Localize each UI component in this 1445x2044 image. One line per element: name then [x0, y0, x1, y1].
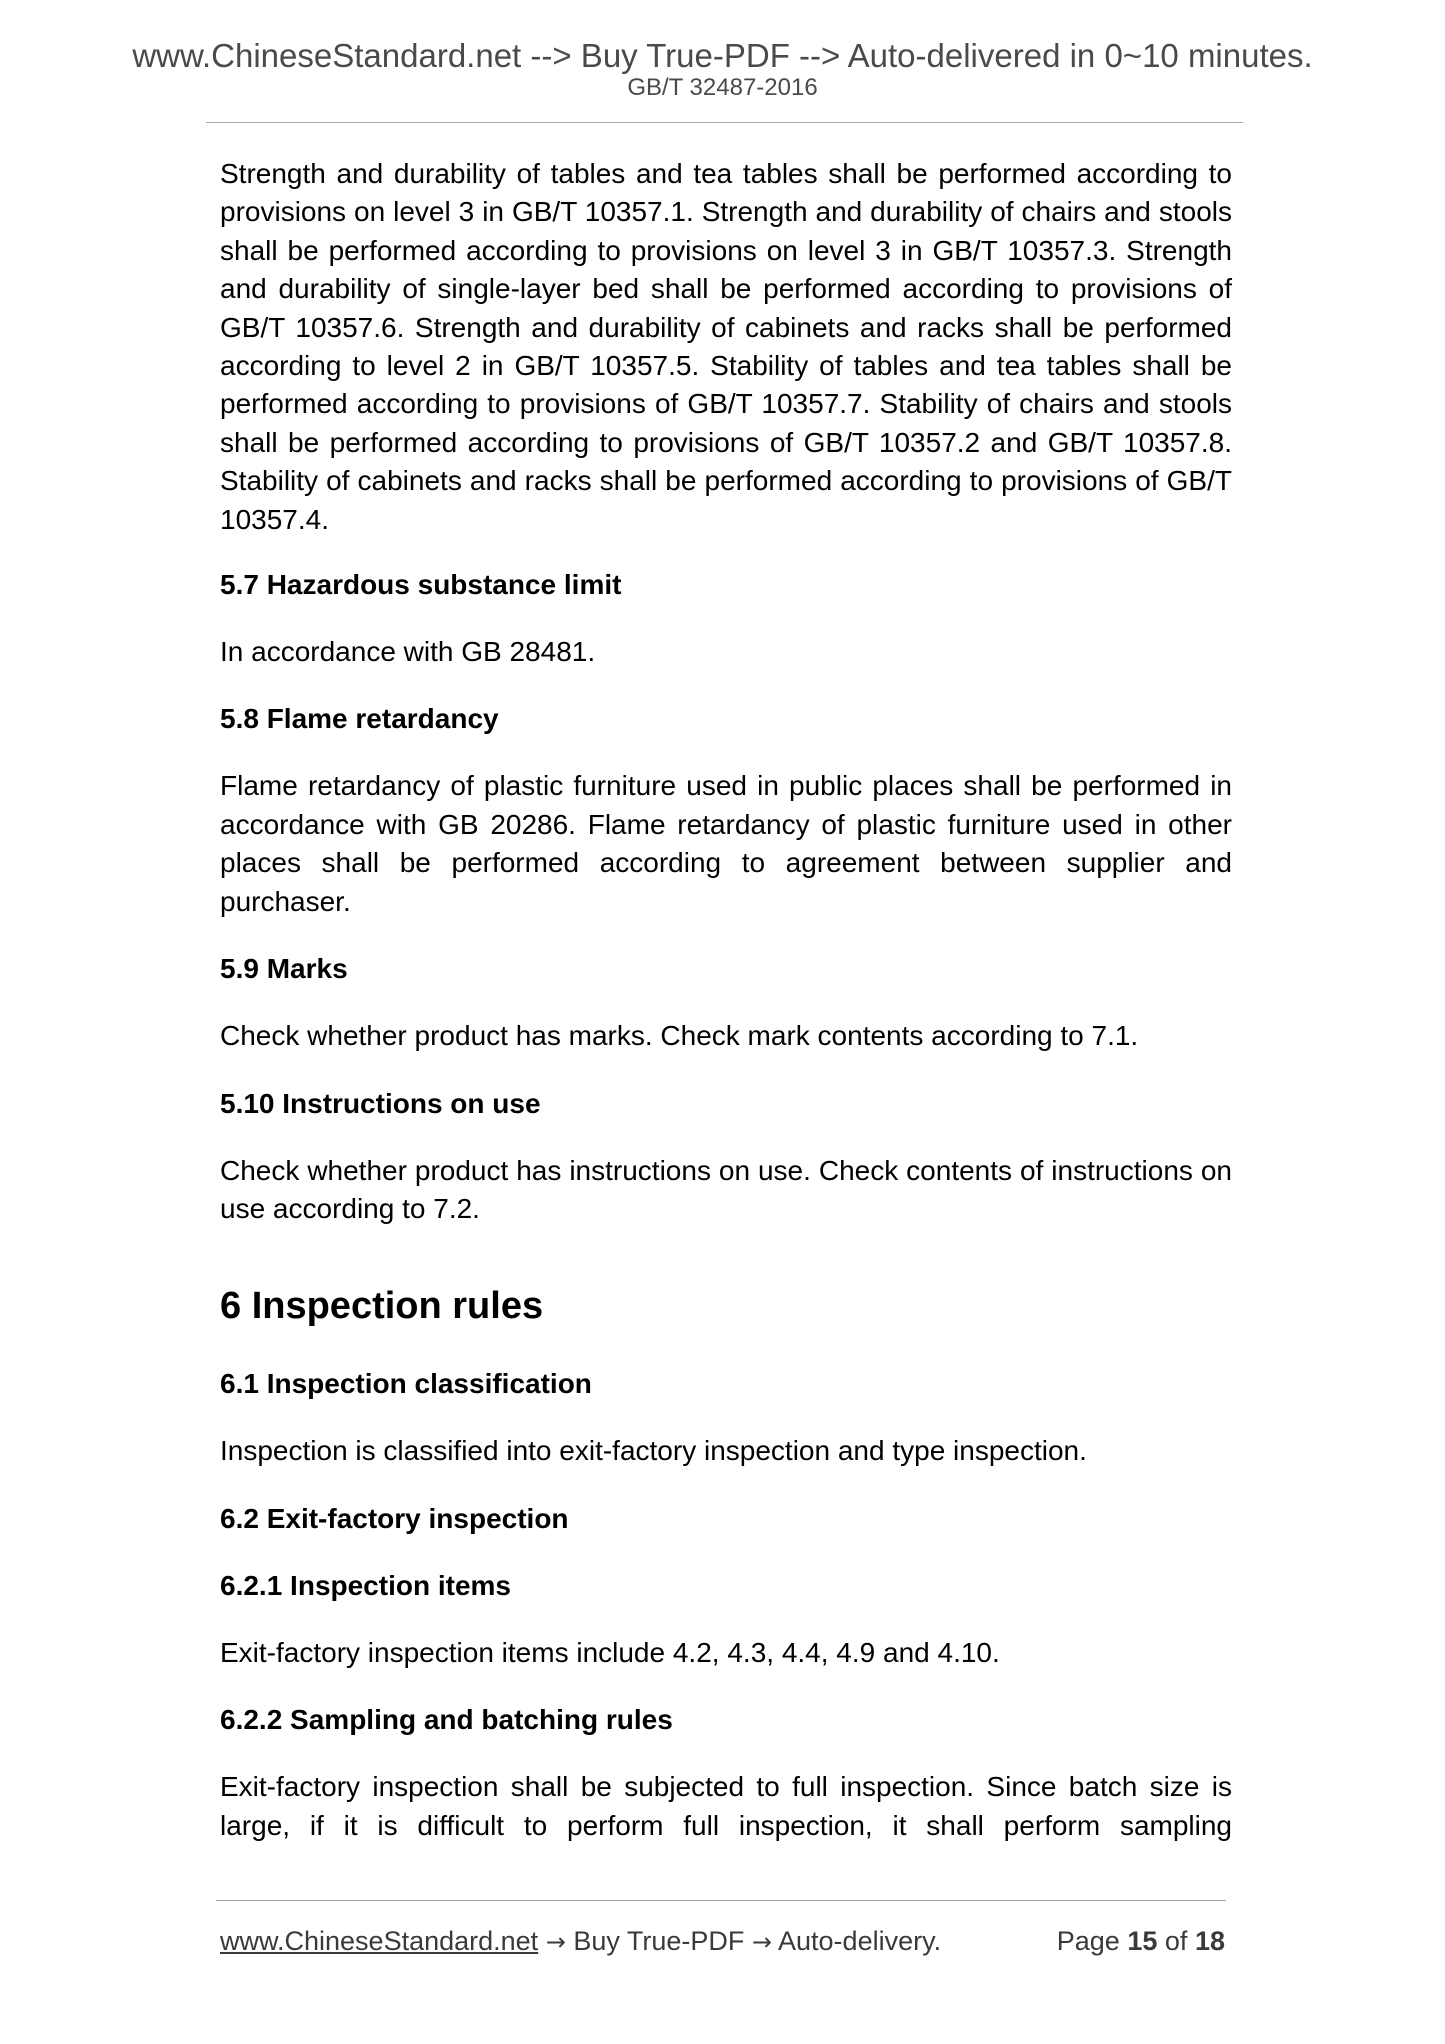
section-6-2-2-paragraph: Exit-factory inspection shall be subjected to full inspection. Since batch size is large, if it is difficult to perform full inspection, it shall perform sampling — [220, 1771, 1232, 1841]
footer-auto-text: Auto-delivery. — [778, 1926, 942, 1956]
page-indicator — [1057, 1924, 1225, 1958]
section-5-8-paragraph: Flame retardancy of plastic furniture used in public places shall be performed in accordance with GB 20286. Flame retardancy of plastic furniture used in other places shall be performed according to agreement between supplier and purchaser. — [220, 770, 1232, 917]
section-6-2-1-paragraph: Exit-factory inspection items include 4.2, 4.3, 4.4, 4.9 and 4.10. — [220, 1636, 1000, 1668]
of-label: of — [1164, 1926, 1188, 1956]
section-5-9-heading: 5.9 Marks — [220, 953, 348, 985]
chapter-6-heading: 6 Inspection rules — [220, 1285, 544, 1328]
footer-site-link[interactable]: www.ChineseStandard.net — [220, 1926, 539, 1956]
section-5-8-heading: 5.8 Flame retardancy — [220, 703, 499, 735]
site-banner: www.ChineseStandard.net --> Buy True-PDF --> Auto-delivered in 0~10 minutes. — [132, 37, 1313, 74]
section-5-7-paragraph: In accordance with GB 28481. — [220, 636, 596, 668]
strength-stability-paragraph: Strength and durability of tables and tea tables shall be performed according to provisions on level 3 in GB/T 10357.1. Strength and durability of chairs and stools shall be performed according to provisions on level 3 in GB/T 10357.3. Strength and durability of single-layer bed shall be performed according to provisions of GB/T 10357.6. Strength and durability of cabinets and racks shall be performed according to level 2 in GB/T 10357.5. Stability of tables and tea tables shall be performed according to provisions of GB/T 10357.7. Stability of chairs and stools shall be performed according to provisions of GB/T 10357.2 and GB/T 10357.8. Stability of cabinets and racks shall be performed according to provisions of GB/T 10357.4. — [220, 158, 1232, 535]
arrow-right-icon: → — [751, 1928, 772, 1956]
section-6-1-heading: 6.1 Inspection classification — [220, 1368, 592, 1400]
section-5-9-paragraph: Check whether product has marks. Check mark contents according to 7.1. — [220, 1020, 1139, 1052]
section-6-2-2-heading: 6.2.2 Sampling and batching rules — [220, 1704, 673, 1736]
section-6-2-1-heading: 6.2.1 Inspection items — [220, 1569, 511, 1601]
page-label: Page — [1056, 1926, 1120, 1956]
section-6-1-paragraph: Inspection is classified into exit-factory inspection and type inspection. — [220, 1435, 1087, 1467]
section-6-2-heading: 6.2 Exit-factory inspection — [220, 1502, 569, 1534]
page-content — [220, 155, 1232, 1874]
arrow-right-icon: → — [545, 1928, 566, 1956]
section-5-7-heading: 5.7 Hazardous substance limit — [220, 569, 622, 601]
section-5-10-paragraph: Check whether product has instructions on use. Check contents of instructions on use according to 7.2. — [220, 1154, 1232, 1224]
header-divider — [206, 122, 1243, 123]
page-number: 15 — [1127, 1926, 1158, 1956]
document-number: GB/T 32487-2016 — [627, 74, 818, 101]
footer-buy-text: Buy True-PDF — [573, 1926, 745, 1956]
page-footer — [220, 1924, 1225, 1959]
page-total: 18 — [1194, 1926, 1225, 1956]
section-5-10-heading: 5.10 Instructions on use — [220, 1087, 541, 1119]
footer-divider — [216, 1900, 1226, 1901]
